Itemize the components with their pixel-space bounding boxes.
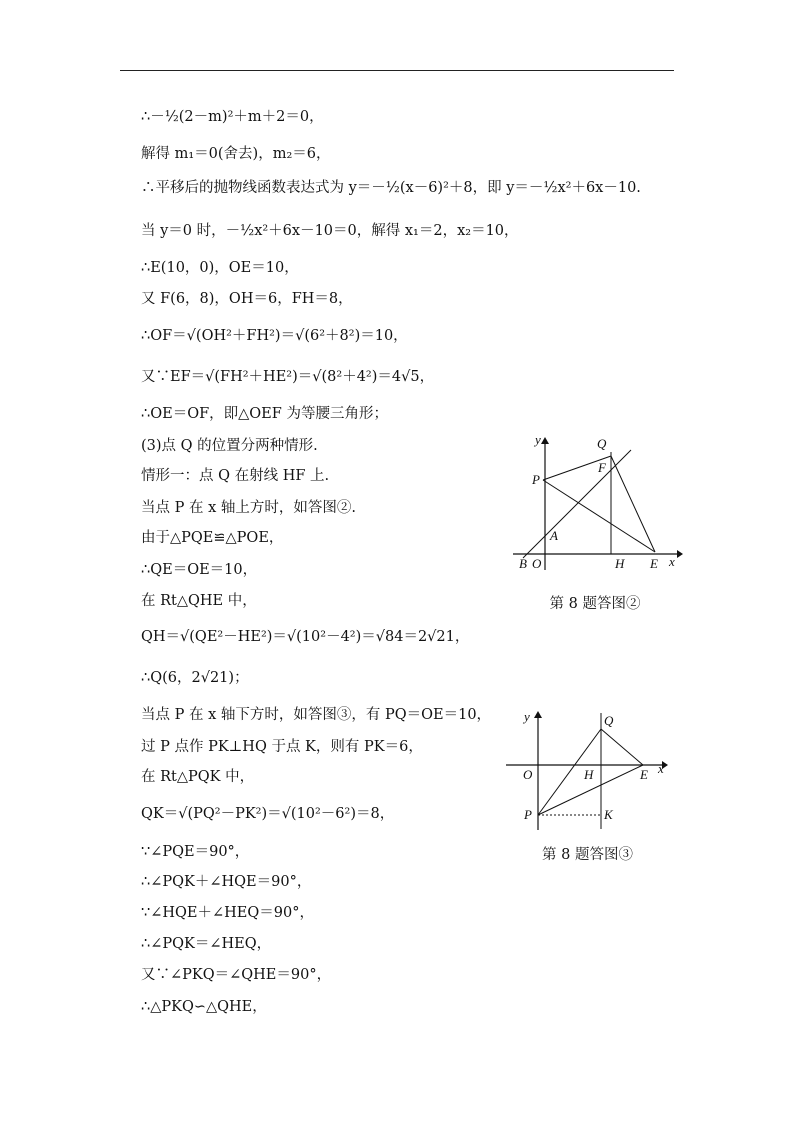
text-line: 又 F(6，8)，OH＝6，FH＝8， — [141, 291, 353, 307]
text-line: ∴OE＝OF，即△OEF 为等腰三角形； — [141, 406, 388, 422]
figure-3 — [500, 705, 675, 864]
label-a: A — [550, 528, 558, 543]
text-line: ∴平移后的抛物线函数表达式为 y＝－½(x－6)²＋8，即 y＝－½x²＋6x－10. — [141, 180, 641, 196]
label-e: E — [650, 556, 658, 571]
text-line: ∴QE＝OE＝10， — [141, 562, 258, 578]
y-axis-arrow — [534, 711, 542, 718]
text-line: ∴Q(6，2√21)； — [141, 670, 249, 686]
text-line: ∴E(10，0)，OE＝10， — [141, 260, 299, 276]
text-line: ∵∠PQE＝90°， — [141, 844, 250, 860]
label-p: P — [524, 807, 532, 822]
label-q: Q — [604, 713, 614, 728]
figure-3-caption: 第 8 题答图③ — [542, 847, 633, 863]
label-b: B — [519, 556, 527, 571]
text-line: 当点 P 在 x 轴上方时，如答图②. — [141, 500, 356, 516]
text-line: ∴∠PQK＋∠HQE＝90°， — [141, 874, 312, 890]
text-line: ∴OF＝√(OH²＋FH²)＝√(6²＋8²)＝10， — [141, 328, 408, 344]
text-line: 过 P 点作 PK⊥HQ 于点 K，则有 PK＝6， — [141, 739, 423, 755]
label-y: y — [524, 709, 530, 724]
figure-2-caption: 第 8 题答图② — [549, 596, 641, 612]
text-line: QH＝√(QE²－HE²)＝√(10²－4²)＝√84＝2√21， — [141, 629, 470, 645]
figure-2-diagram — [505, 430, 685, 580]
label-h: H — [615, 556, 625, 571]
label-h: H — [584, 767, 594, 782]
segment-qe — [601, 729, 643, 765]
label-x: x — [669, 554, 675, 569]
text-line: (3)点 Q 的位置分两种情形. — [141, 438, 318, 454]
text-line: 在 Rt△PQK 中， — [141, 769, 255, 785]
text-line: ∴△PKQ∽△QHE， — [141, 999, 267, 1015]
text-line: ∴∠PQK＝∠HEQ， — [141, 936, 272, 952]
label-o: O — [523, 767, 533, 782]
text-line: ∴－½(2－m)²＋m＋2＝0， — [141, 109, 324, 125]
text-line: 当 y＝0 时，－½x²＋6x－10＝0，解得 x₁＝2，x₂＝10， — [141, 223, 519, 239]
text-line: 又∵EF＝√(FH²＋HE²)＝√(8²＋4²)＝4√5， — [141, 369, 435, 385]
label-y: y — [535, 432, 541, 447]
line-af — [523, 450, 631, 558]
label-o: O — [532, 556, 542, 571]
label-f: F — [598, 460, 606, 475]
label-p: P — [532, 472, 540, 487]
y-axis-arrow — [541, 437, 549, 444]
text-line: QK＝√(PQ²－PK²)＝√(10²－6²)＝8， — [141, 806, 395, 822]
figure-3-diagram — [500, 705, 675, 835]
label-x: x — [658, 761, 664, 776]
text-line: 在 Rt△QHE 中， — [141, 593, 257, 609]
label-e: E — [640, 767, 648, 782]
label-q: Q — [597, 436, 607, 451]
figure-2 — [505, 430, 685, 613]
label-k: K — [604, 807, 613, 822]
x-axis-arrow — [677, 550, 683, 558]
header-rule — [120, 70, 674, 71]
text-line: 由于△PQE≌△POE， — [141, 530, 284, 546]
text-line: 又∵∠PKQ＝∠QHE＝90°， — [141, 967, 332, 983]
text-line: ∵∠HQE＋∠HEQ＝90°， — [141, 905, 314, 921]
text-line: 当点 P 在 x 轴下方时，如答图③，有 PQ＝OE＝10， — [141, 707, 492, 723]
text-line: 情形一：点 Q 在射线 HF 上. — [141, 468, 330, 484]
text-line: 解得 m₁＝0(舍去)，m₂＝6， — [141, 146, 331, 162]
